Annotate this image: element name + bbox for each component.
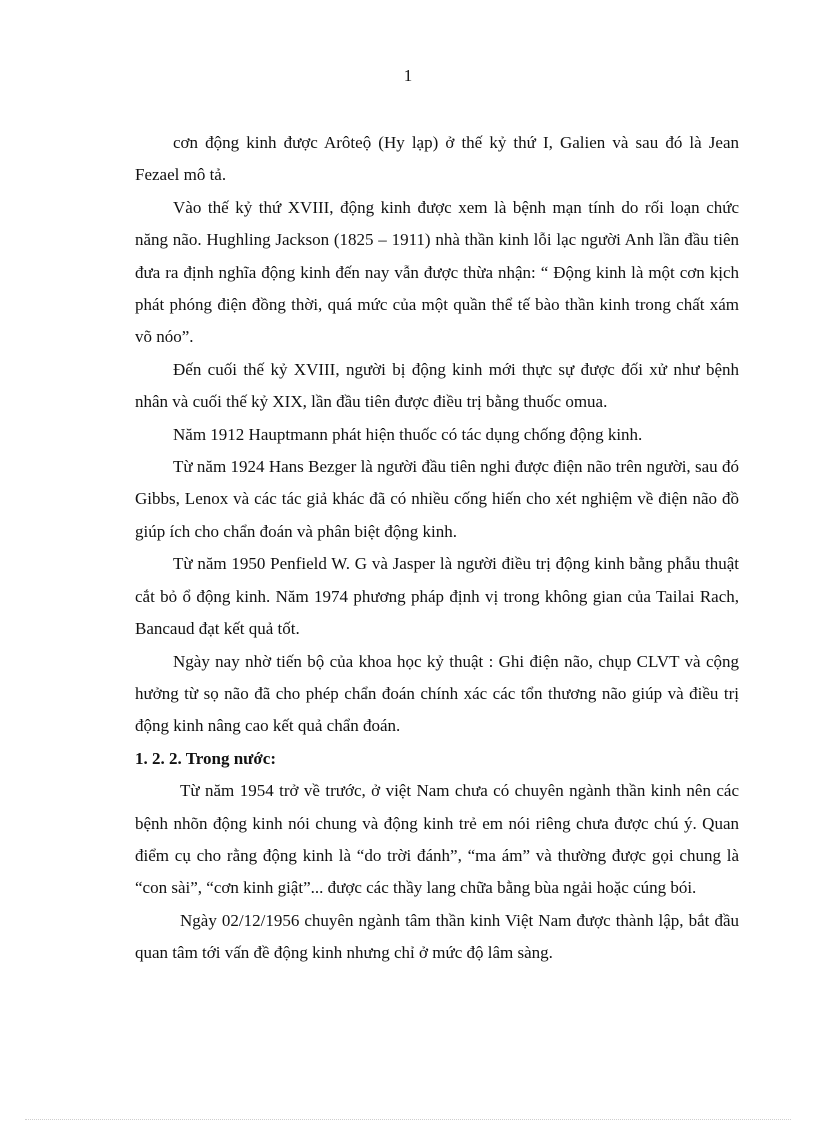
paragraph: Từ năm 1924 Hans Bezger là người đầu tiên nghi được điện não trên người, sau đó Gibbs, Lenox và các tác giả khác đã có nhiều cống hiến cho xét nghiệm về điện não đồ giúp ích cho chẩn đoán và phân biệt động kinh. <box>135 457 739 541</box>
page-footer-divider <box>25 1119 791 1120</box>
paragraph: Từ năm 1950 Penfield W. G và Jasper là người điều trị động kinh bằng phẫu thuật cắt bỏ ổ động kinh. Năm 1974 phương pháp định vị trong không gian của Tailai Rach, Bancaud đạt kết quả tốt. <box>135 554 739 639</box>
document-body <box>135 127 739 970</box>
paragraph: Ngày 02/12/1956 chuyên ngành tâm thần kinh Việt Nam được thành lập, bắt đầu quan tâm tới vấn đề động kinh nhưng chỉ ở mức độ lâm sàng. <box>135 910 739 963</box>
paragraph: Đến cuối thế kỷ XVIII, người bị động kinh mới thực sự được đối xử như bệnh nhân và cuối thế kỷ XIX, lần đầu tiên được điều trị bằng thuốc omua. <box>135 359 739 412</box>
paragraph: Từ năm 1954 trở về trước, ở việt Nam chưa có chuyên ngành thần kinh nên các bệnh nhõn động kinh nói chung và động kinh trẻ em nói riêng chưa được chú ý. Quan điểm cụ cho rằng động kinh là “do trời đánh”, “ma ám” và thường được gọi chung là “con sài”, “cơn kinh giật”... được các thầy lang chữa bằng bùa ngải hoặc cúng bói. <box>135 781 739 898</box>
section-heading: 1. 2. 2. Trong nước: <box>135 748 276 768</box>
page-number: 1 <box>403 66 413 85</box>
paragraph: cơn động kinh được Arôteộ (Hy lạp) ở thế kỷ thứ I, Galien và sau đó là Jean Fezael mô tả. <box>135 133 739 185</box>
paragraph: Vào thế kỷ thứ XVIII, động kinh được xem là bệnh mạn tính do rối loạn chức năng não. Hughling Jackson (1825 – 1911) nhà thần kinh lỗi lạc người Anh lần đầu tiên đưa ra định nghĩa động kinh đến nay vẫn được thừa nhận: “ Động kinh là một cơn kịch phát phóng điện đồng thời, quá mức của một quần thể tế bào thần kinh trong chất xám võ nóo”. <box>135 197 739 347</box>
paragraph: Năm 1912 Hauptmann phát hiện thuốc có tác dụng chống động kinh. <box>173 424 643 444</box>
paragraph: Ngày nay nhờ tiến bộ của khoa học kỷ thuật : Ghi điện não, chụp CLVT và cộng hưởng từ sọ não đã cho phép chẩn đoán chính xác các tổn thương não giúp và điều trị động kinh nâng cao kết quả chẩn đoán. <box>135 651 739 736</box>
